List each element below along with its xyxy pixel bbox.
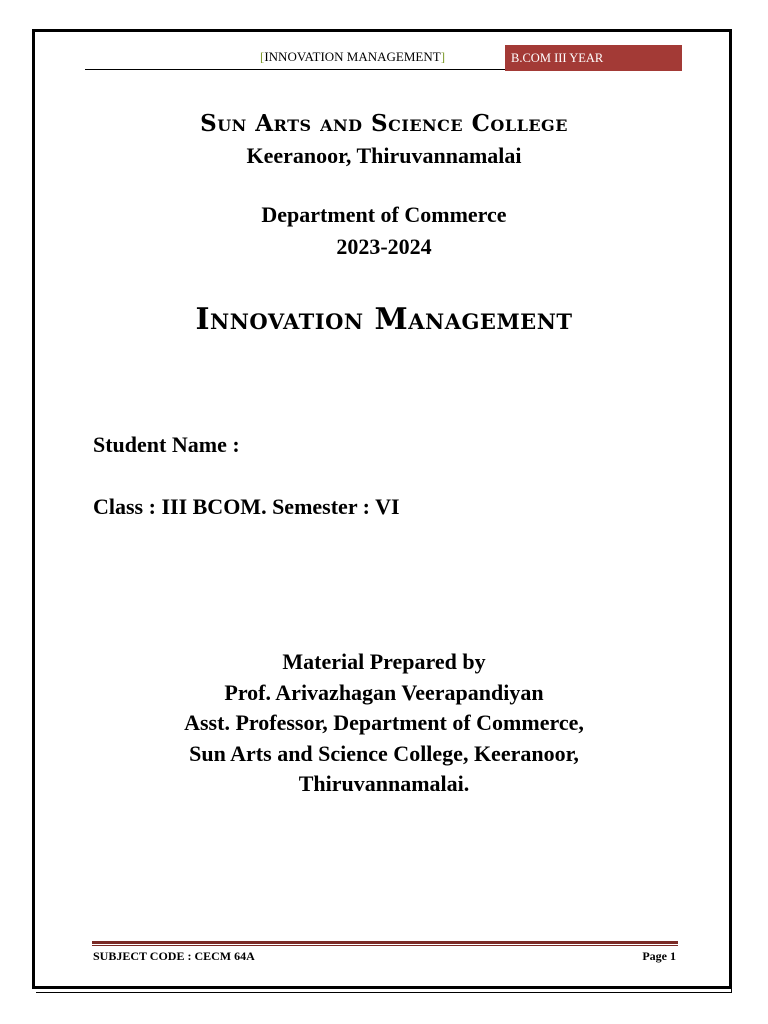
- footer-rule-thick: [92, 941, 678, 944]
- year-badge: B.COM III YEAR: [505, 45, 682, 71]
- prepared-by-block: [36, 647, 732, 800]
- class-semester-field: Class : III BCOM. Semester : VI: [93, 494, 400, 519]
- student-name-field: Student Name :: [93, 432, 240, 457]
- author-name: Prof. Arivazhagan Veerapandiyan: [224, 679, 544, 705]
- author-designation: Asst. Professor, Department of Commerce,: [184, 710, 584, 735]
- author-city: Thiruvannamalai.: [298, 771, 470, 796]
- subject-code: SUBJECT CODE : CECM 64A: [93, 949, 255, 963]
- footer-rule-thin: [92, 945, 678, 946]
- bracket-open: [: [260, 49, 265, 64]
- department: Department of Commerce: [261, 202, 507, 227]
- page-number: Page 1: [642, 949, 676, 963]
- header-subject: [260, 49, 445, 65]
- course-title: Innovation Management: [195, 302, 573, 337]
- college-location: Keeranoor, Thiruvannamalai: [246, 143, 522, 168]
- academic-year: 2023-2024: [336, 234, 432, 259]
- bracket-close: ]: [440, 49, 446, 64]
- prepared-by-heading: Material Prepared by: [282, 649, 486, 674]
- college-name: Sun Arts and Science College: [200, 110, 568, 137]
- header-rule: [85, 69, 505, 70]
- header-subject-text: INNOVATION MANAGEMENT: [264, 49, 441, 64]
- author-college: Sun Arts and Science College, Keeranoor,: [189, 740, 579, 766]
